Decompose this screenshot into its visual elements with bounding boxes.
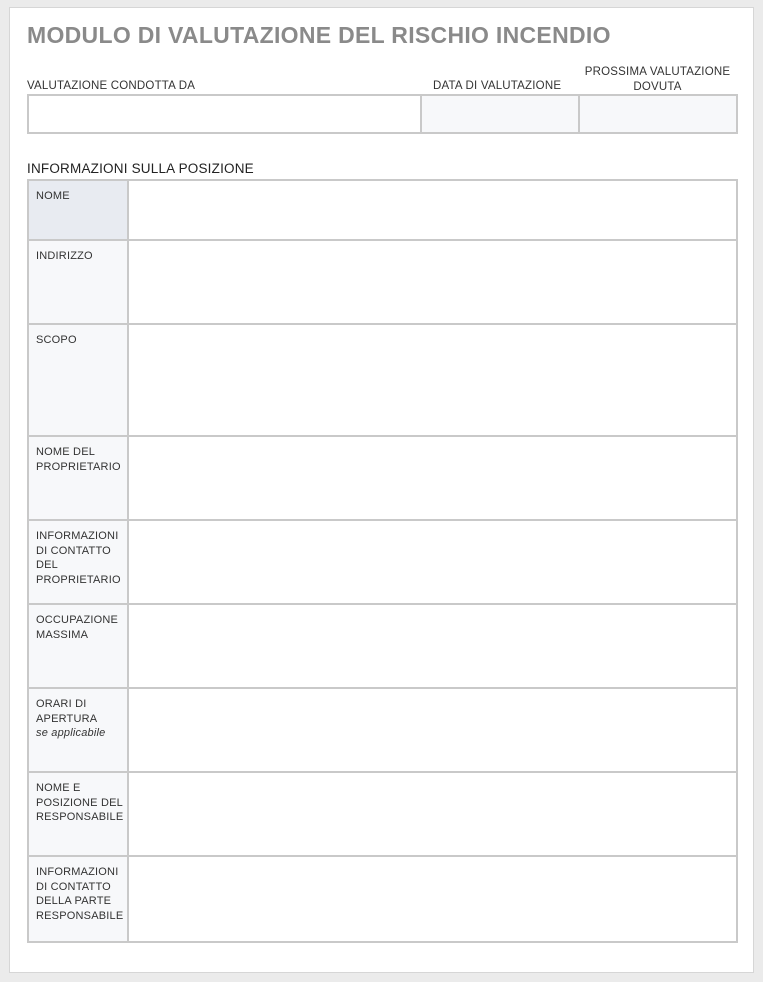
- row-value-field[interactable]: [129, 241, 736, 323]
- table-row: [29, 181, 736, 241]
- row-label-text: ORARI DI APERTURA: [36, 698, 98, 725]
- table-row: [29, 437, 736, 521]
- row-label-text: INDIRIZZO: [36, 250, 93, 262]
- table-row: [29, 521, 736, 605]
- location-section-title: INFORMAZIONI SULLA POSIZIONE: [27, 161, 254, 176]
- row-value-field[interactable]: [129, 521, 736, 603]
- location-info-table: [27, 179, 738, 943]
- next-assessment-due-field[interactable]: [580, 96, 736, 132]
- row-label-note: se applicabile: [36, 727, 106, 739]
- row-label: [29, 181, 129, 239]
- next-assessment-due-label: PROSSIMA VALUTAZIONE DOVUTA: [584, 66, 731, 93]
- row-label: [29, 437, 129, 519]
- row-label: [29, 325, 129, 435]
- row-label: [29, 857, 129, 941]
- row-label: [29, 773, 129, 855]
- assessment-header-table: [27, 94, 738, 134]
- row-value-field[interactable]: [129, 857, 736, 941]
- row-value-field[interactable]: [129, 689, 736, 771]
- table-row: [29, 241, 736, 325]
- row-value-field[interactable]: [129, 325, 736, 435]
- page-title: MODULO DI VALUTAZIONE DEL RISCHIO INCENDIO: [27, 22, 611, 48]
- row-label: [29, 241, 129, 323]
- row-value-field[interactable]: [129, 605, 736, 687]
- row-label-text: OCCUPAZIONE MASSIMA: [36, 614, 119, 641]
- table-row: [29, 773, 736, 857]
- row-label-text: NOME E POSIZIONE DEL RESPONSABILE: [36, 782, 124, 823]
- table-row: [29, 605, 736, 689]
- row-label-text: NOME DEL PROPRIETARIO: [36, 446, 121, 473]
- assessment-date-label: DATA DI VALUTAZIONE: [433, 80, 562, 92]
- row-label-text: INFORMAZIONI DI CONTATTO DEL PROPRIETARIO: [36, 530, 121, 586]
- row-value-field[interactable]: [129, 437, 736, 519]
- row-value-field[interactable]: [129, 773, 736, 855]
- row-label-text: NOME: [36, 190, 70, 202]
- row-label-text: SCOPO: [36, 334, 77, 346]
- row-label: [29, 605, 129, 687]
- row-label: [29, 521, 129, 603]
- document-page: [9, 7, 754, 973]
- conducted-by-field[interactable]: [29, 96, 422, 132]
- row-value-field[interactable]: [129, 181, 736, 239]
- conducted-by-label: VALUTAZIONE CONDOTTA DA: [27, 80, 196, 92]
- table-row: [29, 689, 736, 773]
- table-row: [29, 857, 736, 941]
- row-label: [29, 689, 129, 771]
- assessment-date-field[interactable]: [422, 96, 580, 132]
- row-label-text: INFORMAZIONI DI CONTATTO DELLA PARTE RESPONSABILE: [36, 866, 124, 922]
- table-row: [29, 325, 736, 437]
